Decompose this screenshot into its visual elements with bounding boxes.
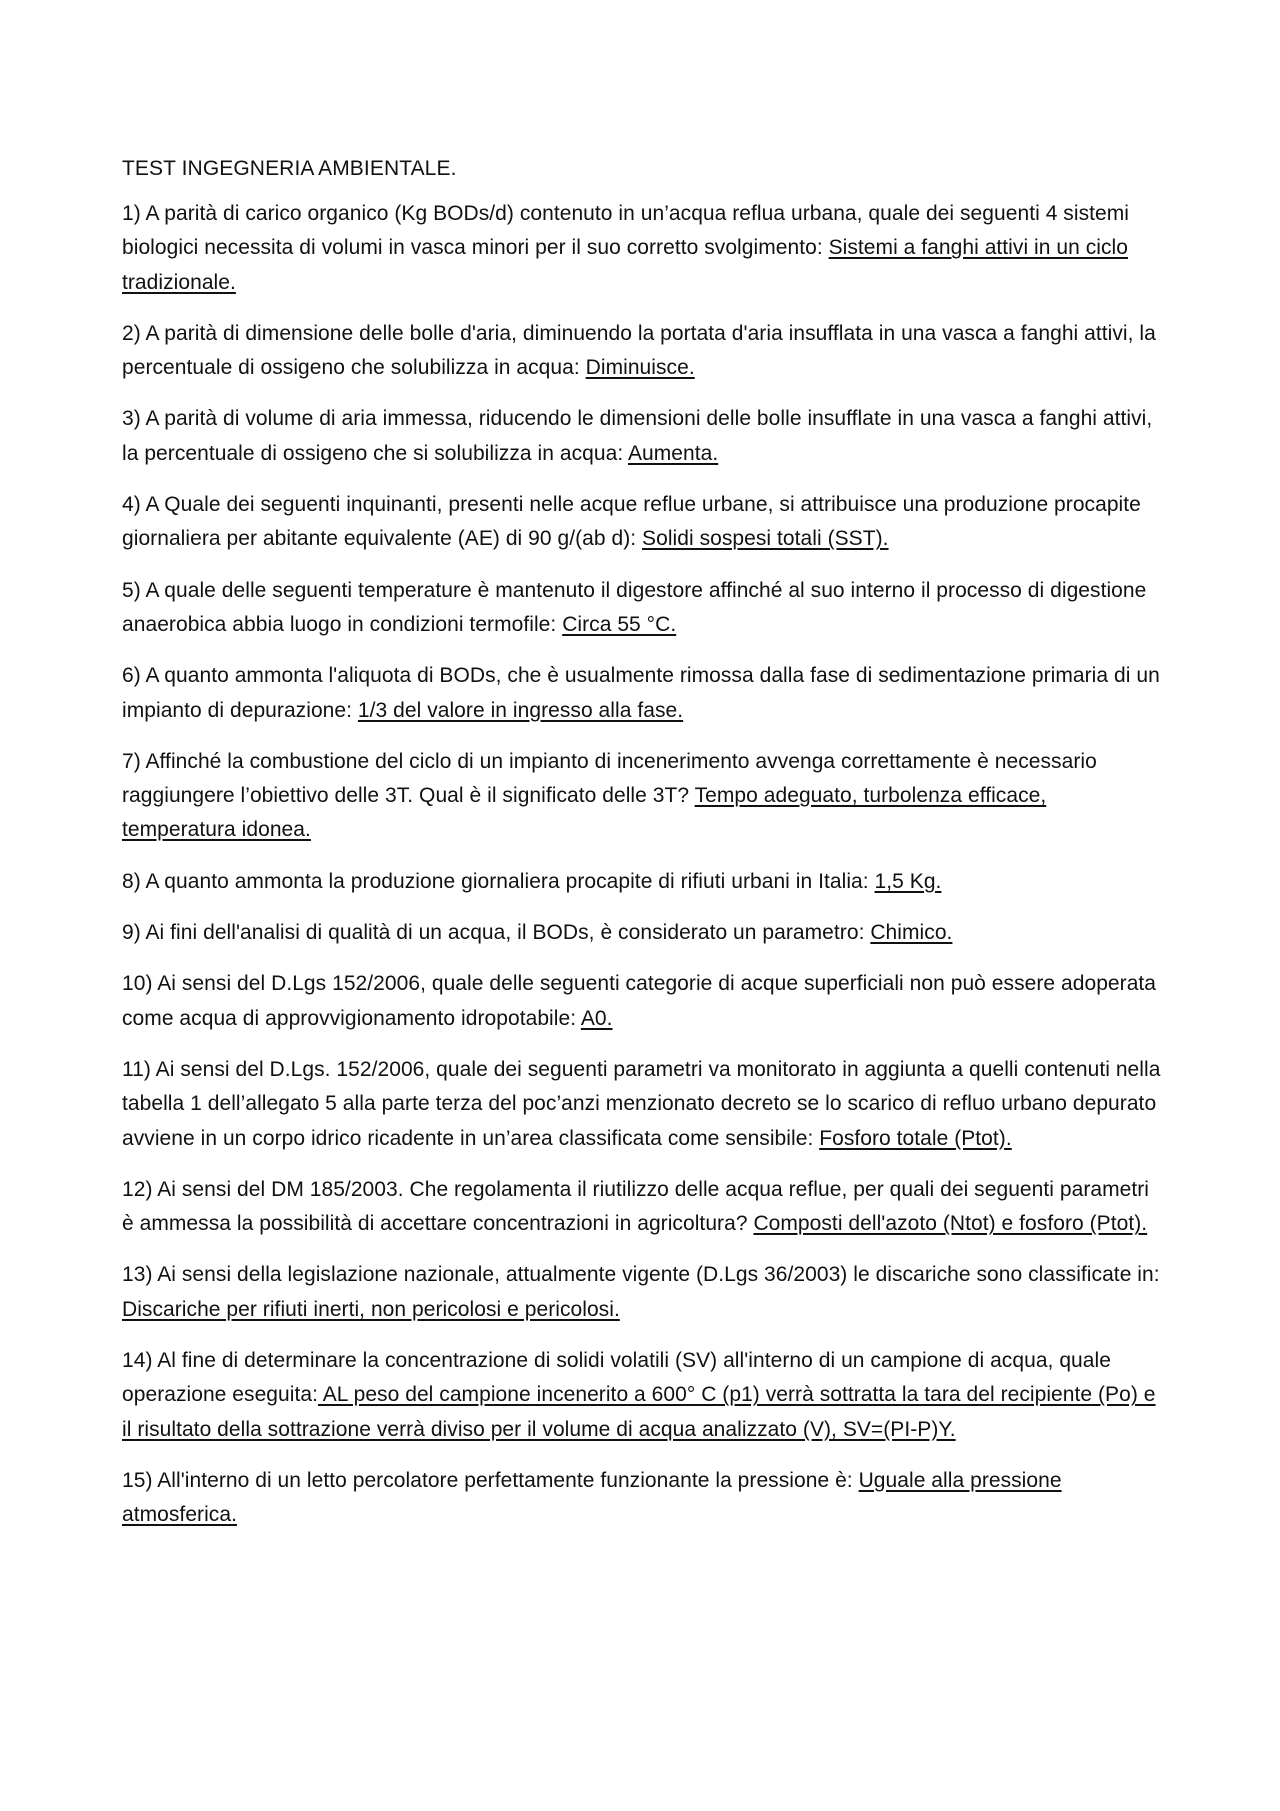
question-item-1 [122,197,1162,300]
answer-text: A0. [580,1006,613,1030]
answer-text: AL peso del campione incenerito a 600° C (p1) verrà sottratta la tara del recipiente (Po) e il risultato della sottrazione verrà diviso per il volume di acqua analizzato (V), SV=(PI-P)Y. [122,1383,1156,1441]
answer-text: Sistemi a fanghi attivi in un ciclo tradizionale. [122,236,1128,294]
answer-text: Fosforo totale (Ptot). [819,1126,1012,1150]
answer-text: Uguale alla pressione atmosferica. [122,1468,1062,1527]
question-text: 14) Al fine di determinare la concentrazione di solidi volatili (SV) all'interno di un campione di acqua, quale operazione eseguita: [122,1349,1111,1407]
question-item-13 [122,1258,1162,1327]
question-text: 2) A parità di dimensione delle bolle d'aria, diminuendo la portata d'aria insufflata in una vasca a fanghi attivi, la percentuale di ossigeno che solubilizza in acqua: [122,321,1156,380]
question-text: 13) Ai sensi della legislazione nazionale, attualmente vigente (D.Lgs 36/2003) le discariche sono classificate in: [122,1263,1160,1287]
question-item-15 [122,1464,1162,1533]
question-item-12 [122,1173,1162,1242]
question-text: 10) Ai sensi del D.Lgs 152/2006, quale delle seguenti categorie di acque superficiali non può essere adoperata come acqua di approvvigionamento idropotabile: [122,972,1157,1030]
answer-text: Diminuisce. [585,356,695,380]
question-item-5 [122,574,1162,643]
question-text: 4) A Quale dei seguenti inquinanti, presenti nelle acque reflue urbane, si attribuisce una produzione procapite giornaliera per abitante equivalente (AE) di 90 g/(ab d): [122,493,1141,551]
question-item-2 [122,317,1162,386]
question-text: 8) A quanto ammonta la produzione giornaliera procapite di rifiuti urbani in Italia: [122,869,875,893]
answer-text: Circa 55 °C. [562,612,677,636]
answer-text: Tempo adeguato, turbolenza efficace, temperatura idonea. [122,784,1047,842]
question-item-3 [122,402,1162,471]
question-text: 6) A quanto ammonta l'aliquota di BODs, che è usualmente rimossa dalla fase di sedimentazione primaria di un impianto di depurazione: [122,664,1160,722]
question-item-6 [122,659,1162,728]
question-text: 15) All'interno di un letto percolatore perfettamente funzionante la pressione è: [122,1468,859,1492]
question-item-8 [122,865,1162,899]
question-item-14 [122,1344,1162,1447]
answer-text: Chimico. [870,921,953,945]
document-title: TEST INGEGNERIA AMBIENTALE. [122,157,457,180]
question-text: 12) Ai sensi del DM 185/2003. Che regolamenta il riutilizzo delle acqua reflue, per quali dei seguenti parametri è ammessa la possibilità di accettare concentrazioni in agricoltura? [122,1177,1150,1236]
question-text: 7) Affinché la combustione del ciclo di un impianto di incenerimento avvenga correttamente è necessario raggiungere l’obiettivo delle 3T. Qual è il significato delle 3T? [122,749,1097,808]
question-text: 5) A quale delle seguenti temperature è mantenuto il digestore affinché al suo interno il processo di digestione anaerobica abbia luogo in condizioni termofile: [122,578,1147,636]
answer-text: Aumenta. [627,441,719,465]
question-item-10 [122,967,1162,1036]
answer-text: Solidi sospesi totali (SST). [642,527,889,551]
question-item-11 [122,1053,1162,1156]
question-text: 3) A parità di volume di aria immessa, riducendo le dimensioni delle bolle insufflate in una vasca a fanghi attivi, la percentuale di ossigeno che si solubilizza in acqua: [122,407,1153,465]
answer-text: 1,5 Kg. [874,869,942,893]
question-text: 1) A parità di carico organico (Kg BODs/d) contenuto in un’acqua reflua urbana, quale dei seguenti 4 sistemi biologici necessita di volumi in vasca minori per il suo corretto svolgimento: [122,202,1129,260]
document-page [122,152,1162,1550]
question-item-4 [122,488,1162,557]
answer-text: Discariche per rifiuti inerti, non pericolosi e pericolosi. [122,1297,620,1321]
answer-text: 1/3 del valore in ingresso alla fase. [357,698,684,722]
answer-text: Composti dell'azoto (Ntot) e fosforo (Ptot). [753,1212,1148,1236]
question-text: 11) Ai sensi del D.Lgs. 152/2006, quale dei seguenti parametri va monitorato in aggiunta a quelli contenuti nella tabella 1 dell’allegato 5 alla parte terza del poc’anzi menzionato decreto se lo scarico di refluo urbano depurato avviene in un corpo idrico ricadente in un’area classificata come sensibile: [122,1057,1161,1150]
question-item-9 [122,916,1162,950]
question-text: 9) Ai fini dell'analisi di qualità di un acqua, il BODs, è considerato un parametro: [122,921,871,945]
question-item-7 [122,745,1162,848]
